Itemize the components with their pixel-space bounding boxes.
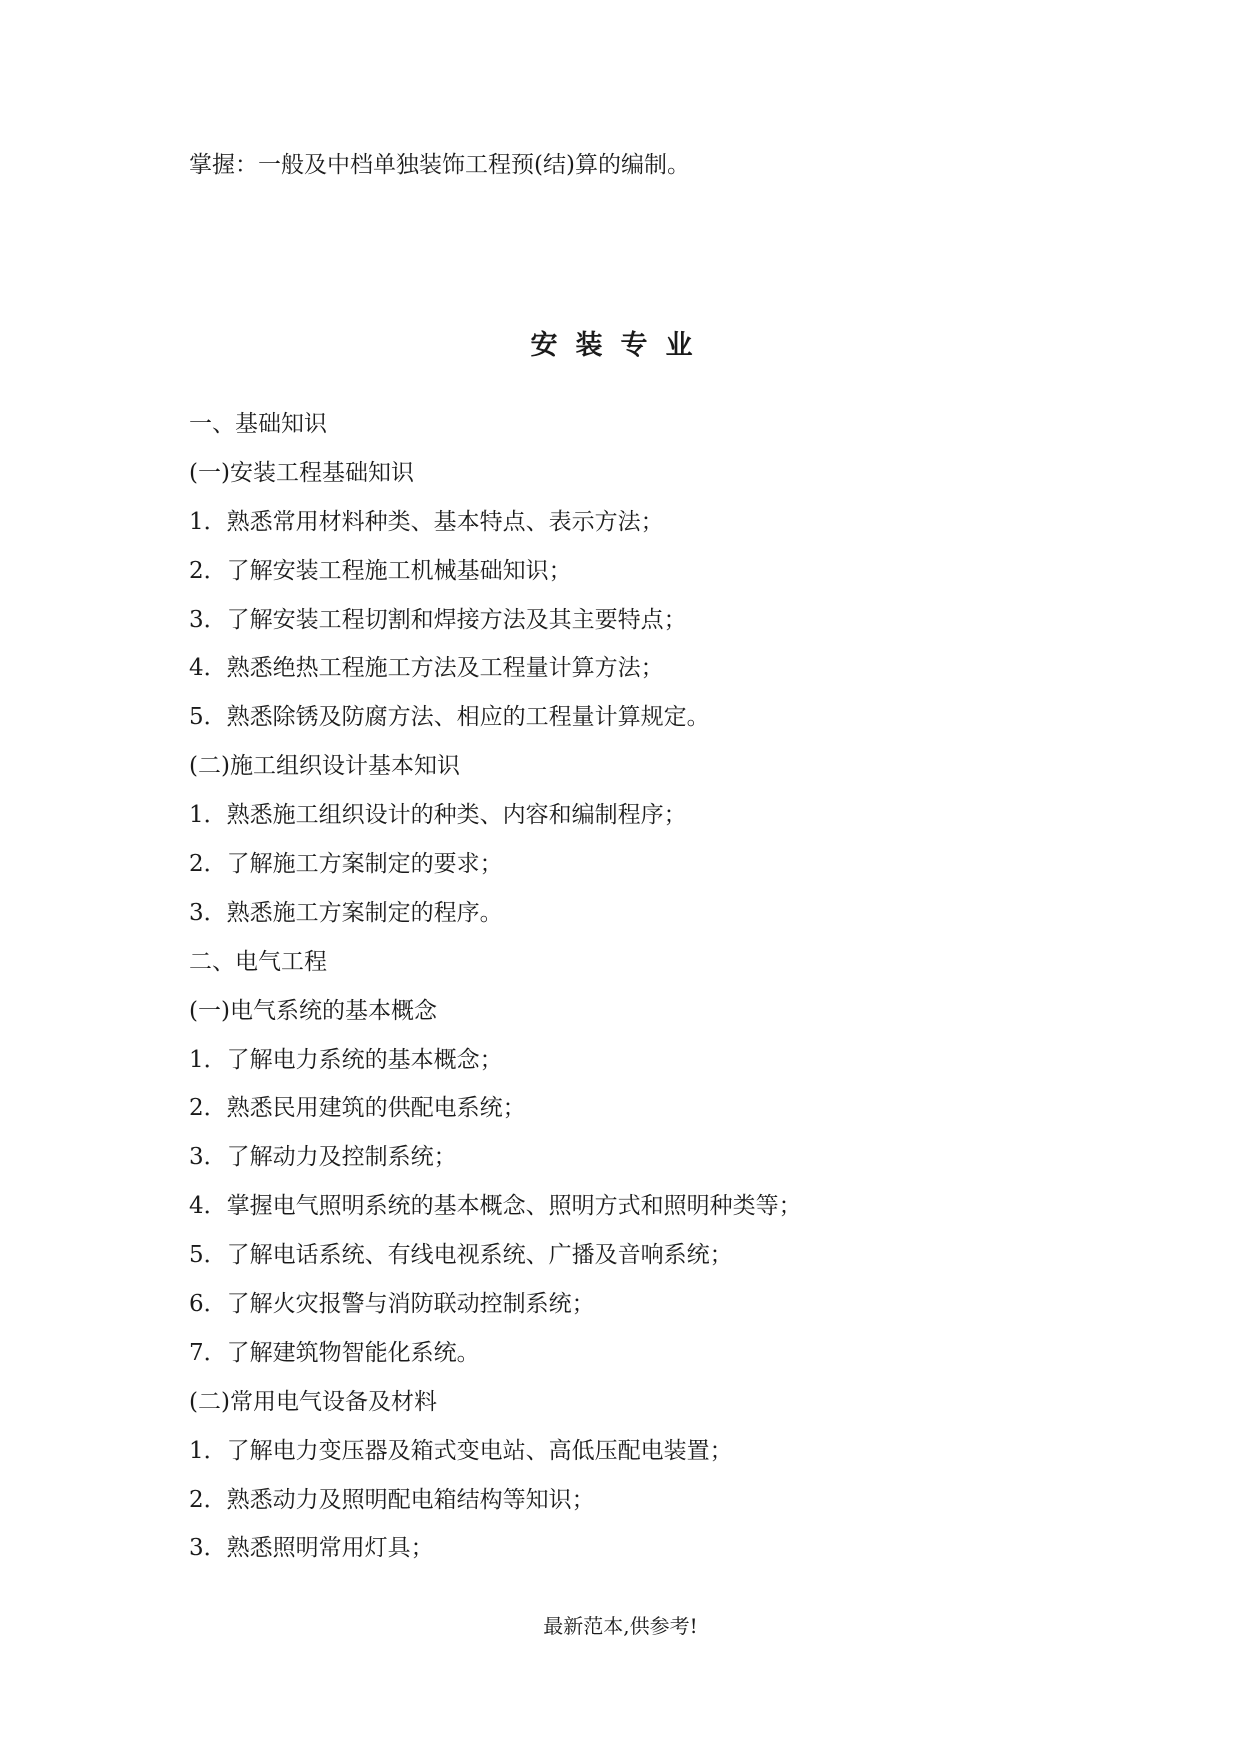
list-item: 1．了解电力系统的基本概念； — [189, 1046, 503, 1073]
list-item: 2．了解安装工程施工机械基础知识； — [189, 557, 572, 584]
intro-paragraph: 掌握：一般及中档单独装饰工程预(结)算的编制。 — [189, 152, 690, 178]
list-item: 4．掌握电气照明系统的基本概念、照明方式和照明种类等； — [189, 1193, 802, 1220]
list-item: 7．了解建筑物智能化系统。 — [189, 1339, 480, 1366]
content-list — [189, 409, 1189, 1582]
list-item: 3．熟悉施工方案制定的程序。 — [189, 899, 503, 926]
list-item: 2．熟悉民用建筑的供配电系统； — [189, 1095, 526, 1122]
heading-basic-knowledge: 一、基础知识 — [189, 411, 327, 437]
page-footer: 最新范本,供参考! — [543, 1614, 698, 1638]
list-item: 5．了解电话系统、有线电视系统、广播及音响系统； — [189, 1242, 733, 1269]
heading-electrical-engineering: 二、电气工程 — [189, 948, 327, 975]
subheading-construction-design: (二)施工组织设计基本知识 — [189, 753, 460, 780]
list-item: 3．熟悉照明常用灯具； — [189, 1535, 434, 1562]
subheading-electrical-concepts: (一)电气系统的基本概念 — [189, 997, 437, 1024]
section-title: 安装专业 — [530, 330, 711, 361]
list-item: 2．了解施工方案制定的要求； — [189, 851, 503, 878]
list-item: 4．熟悉绝热工程施工方法及工程量计算方法； — [189, 655, 664, 682]
list-item: 3．了解动力及控制系统； — [189, 1144, 457, 1171]
list-item: 2．熟悉动力及照明配电箱结构等知识； — [189, 1486, 595, 1513]
list-item: 1．了解电力变压器及箱式变电站、高低压配电装置； — [189, 1437, 733, 1464]
list-item: 5．熟悉除锈及防腐方法、相应的工程量计算规定。 — [189, 704, 710, 731]
list-item: 3．了解安装工程切割和焊接方法及其主要特点； — [189, 606, 687, 633]
list-item: 6．了解火灾报警与消防联动控制系统； — [189, 1291, 595, 1318]
subheading-electrical-equipment: (二)常用电气设备及材料 — [189, 1388, 437, 1415]
list-item: 1．熟悉施工组织设计的种类、内容和编制程序； — [189, 802, 687, 829]
subheading-install-basics: (一)安装工程基础知识 — [189, 459, 414, 486]
list-item: 1．熟悉常用材料种类、基本特点、表示方法； — [189, 508, 664, 535]
